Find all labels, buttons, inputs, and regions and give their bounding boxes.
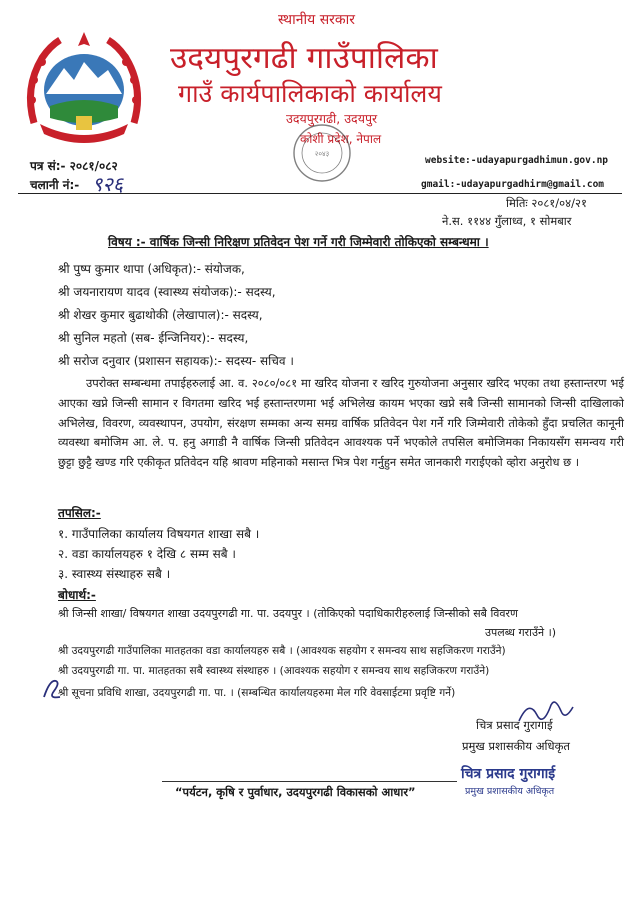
footer-motto: “पर्यटन, कृषि र पुर्वाधार, उदयपुरगढी विकासको आधार” xyxy=(175,785,416,799)
website-text: website:-udayapurgadhimun.gov.np xyxy=(425,155,609,166)
recipient-2: श्री जयनारायण यादव (स्वास्थ्य संयोजक):- सदस्य, xyxy=(58,285,276,299)
dispatch-number-label: चलानी नं:- xyxy=(30,178,80,192)
office-seal-stamp xyxy=(282,118,362,188)
tapsil-heading: तपसिल:- xyxy=(58,506,101,520)
letter-reference-number: पत्र सं:- २०८१/०८२ xyxy=(30,159,118,173)
office-address: उदयपुरगढी, उदयपुर xyxy=(286,111,378,126)
recipient-1: श्री पुष्प कुमार थापा (अधिकृत):- संयोजक, xyxy=(58,262,245,276)
signatory-title: प्रमुख प्रशासकीय अधिकृत xyxy=(462,739,570,753)
cc-item-2: श्री उदयपुरगढी गाउँपालिका मातहतका वडा कार्यालयहरु सबै । (आवश्यक सहयोग र समन्वय साथ सहजिकरण गराउँने) xyxy=(58,645,506,657)
svg-text:२०४३: २०४३ xyxy=(314,150,330,158)
dispatch-number-handwritten: ९२६ xyxy=(92,172,124,196)
province-label: कोशी प्रदेश, नेपाल xyxy=(300,132,382,146)
nepal-emblem-logo xyxy=(20,28,148,148)
recipient-5: श्री सरोज दनुवार (प्रशासन सहायक):- सदस्य- सचिव । xyxy=(58,354,294,368)
recipient-4: श्री सुनिल महतो (सब- ईन्जिनियर):- सदस्य, xyxy=(58,331,249,345)
letter-body: उपरोक्त सम्बन्धमा तपाईहरुलाई आ. व. २०८०/०८१ मा खरिद योजना र खरिद गुरुयोजना अनुसार खरिद भएका तथा हस्तान्तरण भई आएका खप्ने जिन्सी सामान र विगतमा खरिद भई हस्तान्तरणमा भई अभिलेख कायम भएका खप्ने सबै जिन्सी सामानको जिन्सी दाखिलाको अभिलेख, विवरण, व्यवस्थापन, उपयोग, संरक्षण सम्मका अन्य समग्र वार्षिक प्रतिवेदन पेश गर्ने गरि जिम्मेवारी तोकेको हुँदा प्रचलित कानूनी व्यवस्था बमोजिम आ. ले. प. हनु अगाडी नै वार्षिक जिन्सी प्रतिवेदन आवश्यक पर्ने भएकोले तपसिल बमोजिमका निकायसँग समन्वय गरी छुट्टा छुट्टै खण्ड गरि एकीकृत प्रतिवेदन यहि श्रावण महिनाको मसान्त भित्र पेश गर्नुहुन समेत जानकारी गराईएको व्होरा अनुरोध छ । xyxy=(58,376,624,470)
cc-item-1-cont: उपलब्ध गराउँने ।) xyxy=(485,626,557,639)
signatory-name: चित्र प्रसाद गुरागाई xyxy=(476,718,553,732)
handwritten-mark xyxy=(40,675,64,701)
cc-item-3: श्री उदयपुरगढी गा. पा. मातहतका सबै स्वास्थ्य संस्थाहरु । (आवश्यक सहयोग र समन्वय साथ सहजिकरण गराउँने) xyxy=(58,665,490,677)
bodhartha-heading: बोधार्थ:- xyxy=(58,588,96,602)
recipient-3: श्री शेखर कुमार बुढाथोकी (लेखापाल):- सदस्य, xyxy=(58,308,263,322)
stamp-name: चित्र प्रसाद गुरागाई xyxy=(461,766,556,782)
date-text: मितिः २०८१/०४/२१ xyxy=(506,196,587,210)
signatory-name-stamp xyxy=(455,762,590,802)
nepal-sambat-date: ने.स. ११४४ गुँलाध्व, १ सोमबार xyxy=(442,214,572,228)
subject-line: विषय :- वार्षिक जिन्सी निरिक्षण प्रतिवेदन पेश गर्ने गरी जिम्मेवारी तोकिएको सम्बन्धमा । xyxy=(108,235,489,249)
cc-item-1: श्री जिन्सी शाखा/ विषयगत शाखा उदयपुरगढी गा. पा. उदयपुर । (तोकिएको पदाधिकारीहरुलाई जिन्सीको सबै विवरण xyxy=(58,607,518,620)
tapsil-item-1: १. गाउँपालिका कार्यालय विषयगत शाखा सबै । xyxy=(58,527,260,541)
stamp-title: प्रमुख प्रशासकीय अधिकृत xyxy=(465,786,555,797)
cc-item-4: श्री सूचना प्रविधि शाखा, उदयपुरगढी गा. पा. । (सम्बन्धित कार्यालयहरुमा मेल गरि वेवसाईटमा प्रवृष्टि गर्ने) xyxy=(58,687,456,699)
footer-divider xyxy=(162,781,457,782)
tapsil-item-2: २. वडा कार्यालयहरु १ देखि ८ सम्म सबै । xyxy=(58,547,236,561)
tapsil-item-3: ३. स्वास्थ्य संस्थाहरु सबै । xyxy=(58,567,171,581)
header-divider xyxy=(18,193,622,194)
email-text: gmail:-udayapurgadhirm@gmail.com xyxy=(421,179,605,190)
local-government-label: स्थानीय सरकार xyxy=(278,12,355,28)
office-name: गाउँ कार्यपालिकाको कार्यालय xyxy=(178,79,442,108)
municipality-name: उदयपुरगढी गाउँपालिका xyxy=(170,41,438,76)
